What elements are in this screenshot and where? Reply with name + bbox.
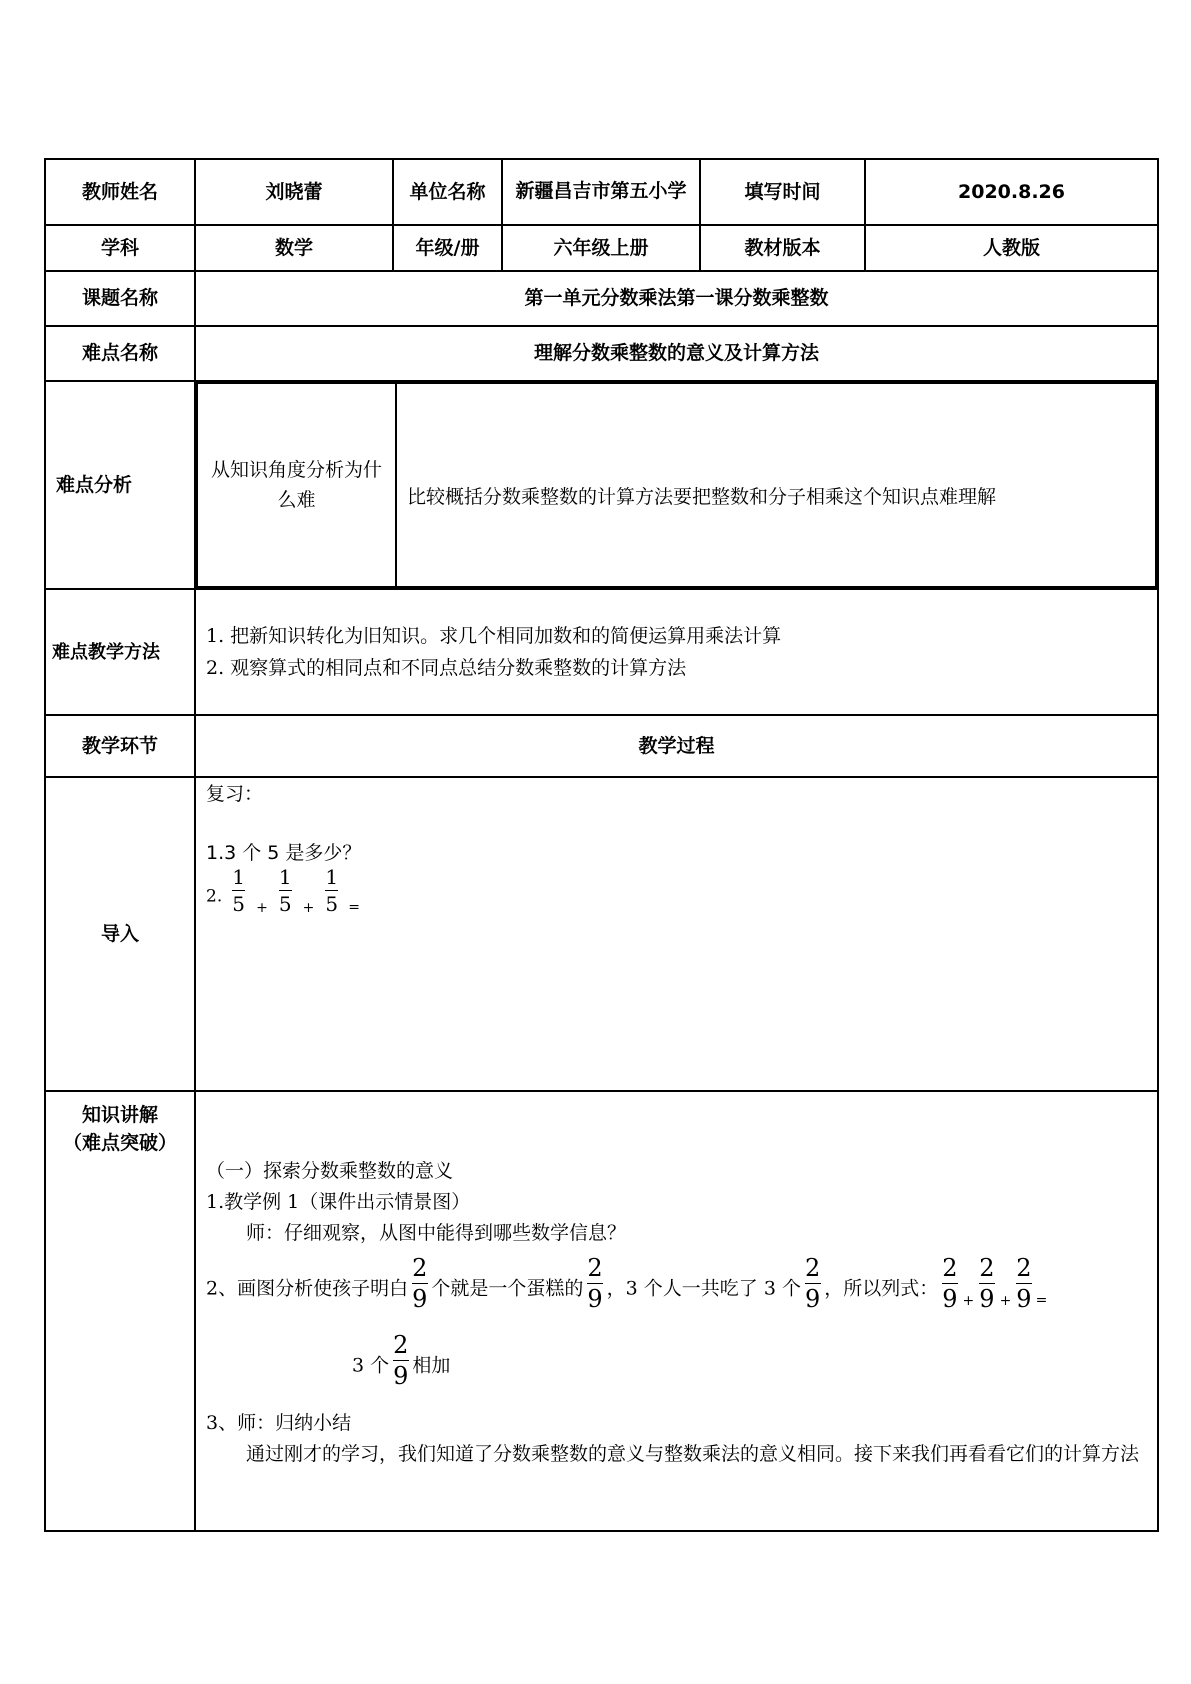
fraction: $\frac{2}{9}$ [587, 1254, 603, 1314]
subject-value: 数学 [195, 225, 393, 271]
method-item: 2. 观察算式的相同点和不同点总结分数乘整数的计算方法 [206, 657, 687, 679]
intro-cell [195, 777, 1158, 1091]
step-3-line: 3、师：归纳小结 [206, 1412, 352, 1435]
fraction: $\frac{2}{9}$ [979, 1254, 995, 1314]
knowledge-label-sub: （难点突破） [62, 1131, 177, 1154]
unit-value: 新疆昌吉市第五小学 [502, 159, 700, 225]
fraction: $\frac{1}{5}$ [232, 865, 246, 916]
fraction: $\frac{2}{9}$ [1016, 1254, 1032, 1314]
analysis-value: 比较概括分数乘整数的计算方法要把整数和分子相乘这个知识点难理解 [396, 383, 1156, 587]
subject-label: 学科 [45, 225, 195, 271]
method-label: 难点教学方法 [45, 589, 195, 715]
intro-question-1: 1.3 个 5 是多少？ [206, 841, 362, 864]
intro-label: 导入 [45, 777, 195, 1091]
topic-label: 课题名称 [45, 271, 195, 326]
grade-label: 年级/册 [393, 225, 502, 271]
fraction: $\frac{1}{5}$ [278, 865, 292, 916]
date-value: 2020.8.26 [865, 159, 1158, 225]
fraction: $\frac{2}{9}$ [942, 1254, 958, 1314]
lesson-plan-table [44, 158, 1159, 1532]
process-label: 教学环节 [45, 715, 195, 777]
method-cell [195, 589, 1158, 715]
date-label: 填写时间 [700, 159, 865, 225]
review-heading: 复习： [206, 783, 264, 805]
section-title: （一）探索分数乘整数的意义 [206, 1160, 454, 1182]
topic-value: 第一单元分数乘法第一课分数乘整数 [195, 271, 1158, 326]
method-item: 1. 把新知识转化为旧知识。求几个相同加数和的简便运算用乘法计算 [206, 624, 782, 647]
difficulty-value: 理解分数乘整数的意义及计算方法 [195, 326, 1158, 381]
difficulty-label: 难点名称 [45, 326, 195, 381]
fraction: $\frac{2}{9}$ [393, 1331, 409, 1391]
fraction: $\frac{2}{9}$ [412, 1254, 428, 1314]
analysis-cell [195, 381, 1158, 589]
grade-value: 六年级上册 [502, 225, 700, 271]
unit-label: 单位名称 [393, 159, 502, 225]
summary-text: 通过刚才的学习，我们知道了分数乘整数的意义与整数乘法的意义相同。接下来我们再看看它们的计算方法 [246, 1443, 1140, 1466]
analysis-sub-label: 从知识角度分析为什么难 [197, 383, 396, 587]
knowledge-label-cell [45, 1091, 195, 1531]
edition-value: 人教版 [865, 225, 1158, 271]
fraction: $\frac{1}{5}$ [325, 865, 339, 916]
edition-label: 教材版本 [700, 225, 865, 271]
teacher-question: 师：仔细观察，从图中能得到哪些数学信息？ [246, 1221, 627, 1244]
teacher-label: 教师姓名 [45, 159, 195, 225]
example-line: 1.教学例 1（课件出示情景图） [206, 1190, 471, 1213]
step-2-line: 2、画图分析使孩子明白 $\frac{2}{9}$ 个就是一个蛋糕的 $\frac{2}{9}$ ，3 个人一共吃了 3 个 $\frac{2}{9}$ ，所以列式： $\frac{2}{9}$ $_+$ $\frac{2}{9}$ $_+$ $\frac{2}{9}$ $_=$ [206, 1254, 1048, 1314]
knowledge-cell [195, 1091, 1158, 1531]
intro-question-2: 2. $\frac{1}{5}$ $_+$ $\frac{1}{5}$ $_+$ $\frac{1}{5}$ $_=$ [206, 865, 360, 916]
analysis-label: 难点分析 [45, 381, 195, 589]
brace-note: 3 个 $\frac{2}{9}$ 相加 [352, 1331, 451, 1391]
teacher-value: 刘晓蕾 [195, 159, 393, 225]
process-value: 教学过程 [195, 715, 1158, 777]
fraction: $\frac{2}{9}$ [804, 1254, 821, 1314]
knowledge-label: 知识讲解 [81, 1104, 158, 1126]
